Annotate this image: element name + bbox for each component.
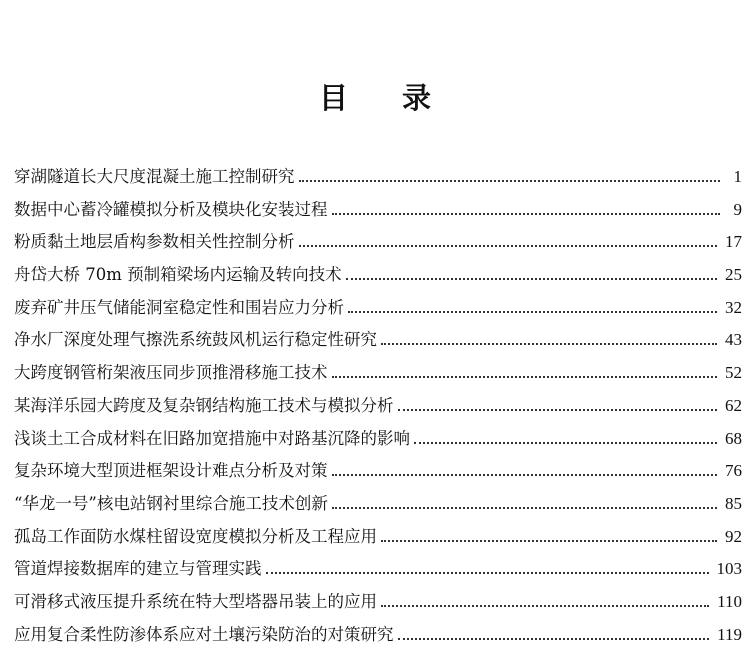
toc-entry[interactable]: [14, 428, 742, 461]
dot-leader: [348, 310, 717, 313]
page-number: 103: [716, 559, 742, 579]
toc-entry[interactable]: [14, 362, 742, 395]
entry-title: 穿湖隧道长大尺度混凝土施工控制研究: [14, 167, 295, 186]
dot-leader: [414, 441, 717, 444]
entry-title: 粉质黏土地层盾构参数相关性控制分析: [14, 232, 295, 252]
entry-title: 复杂环境大型顶进框架设计难点分析及对策: [14, 461, 328, 481]
page-number: 52: [725, 363, 742, 383]
entry-title: 管道焊接数据库的建立与管理实践: [14, 559, 262, 579]
toc-entry[interactable]: [14, 395, 742, 428]
entry-title: 应用复合柔性防渗体系应对土壤污染防治的对策研究: [14, 624, 394, 644]
page-number: 76: [725, 461, 742, 481]
dot-leader: [398, 408, 718, 411]
toc-entry[interactable]: [14, 231, 742, 264]
entry-title: 可滑移式液压提升系统在特大型塔器吊装上的应用: [14, 591, 377, 611]
entry-title: 某海洋乐园大跨度及复杂钢结构施工技术与模拟分析: [14, 395, 394, 415]
page-number: 32: [725, 297, 742, 317]
dot-leader: [299, 244, 718, 247]
toc-entry[interactable]: [14, 493, 742, 526]
dot-leader: [398, 637, 710, 640]
entry-title: 浅谈土工合成材料在旧路加宽措施中对路基沉降的影响: [14, 428, 410, 448]
dot-leader: [381, 342, 717, 345]
page-number: 1: [733, 167, 742, 186]
page-number: 110: [717, 591, 742, 611]
toc-entry[interactable]: [14, 166, 742, 199]
page-number: 43: [725, 330, 742, 350]
entry-title: 舟岱大桥 70m 预制箱梁场内运输及转向技术: [14, 265, 342, 285]
toc-entry[interactable]: [14, 526, 742, 559]
page-number: 17: [725, 232, 742, 252]
title-char-2: 录: [402, 81, 432, 115]
page-number: 85: [725, 493, 742, 513]
dot-leader: [381, 604, 709, 607]
page-number: 62: [725, 395, 742, 415]
entry-title: 废弃矿井压气储能洞室稳定性和围岩应力分析: [14, 297, 344, 317]
title-char-1: 目: [318, 81, 348, 115]
entry-title: 数据中心蓄冷罐模拟分析及模块化安装过程: [14, 199, 328, 219]
page-number: 25: [725, 265, 742, 285]
toc-entry[interactable]: [14, 264, 742, 297]
toc-entry[interactable]: [14, 624, 742, 657]
toc-entry[interactable]: [14, 591, 742, 624]
toc-list: [14, 166, 742, 656]
toc-entry[interactable]: [14, 199, 742, 232]
entry-title: “华龙一号”核电站钢衬里综合施工技术创新: [14, 493, 328, 513]
page-number: 9: [733, 199, 742, 219]
dot-leader: [299, 179, 721, 182]
entry-title: 大跨度钢管桁架液压同步顶推滑移施工技术: [14, 363, 328, 383]
dot-leader: [381, 539, 717, 542]
dot-leader: [346, 277, 717, 280]
page-title: [0, 78, 750, 118]
toc-entry[interactable]: [14, 297, 742, 330]
dot-leader: [332, 506, 717, 509]
dot-leader: [266, 571, 709, 574]
dot-leader: [332, 212, 721, 215]
entry-title: 净水厂深度处理气擦洗系统鼓风机运行稳定性研究: [14, 330, 377, 350]
page-number: 119: [717, 624, 742, 644]
entry-title: 孤岛工作面防水煤柱留设宽度模拟分析及工程应用: [14, 526, 377, 546]
toc-entry[interactable]: [14, 558, 742, 591]
toc-entry[interactable]: [14, 460, 742, 493]
toc-entry[interactable]: [14, 329, 742, 362]
dot-leader: [332, 375, 718, 378]
dot-leader: [332, 473, 718, 476]
page-number: 68: [725, 428, 742, 448]
page-number: 92: [725, 526, 742, 546]
